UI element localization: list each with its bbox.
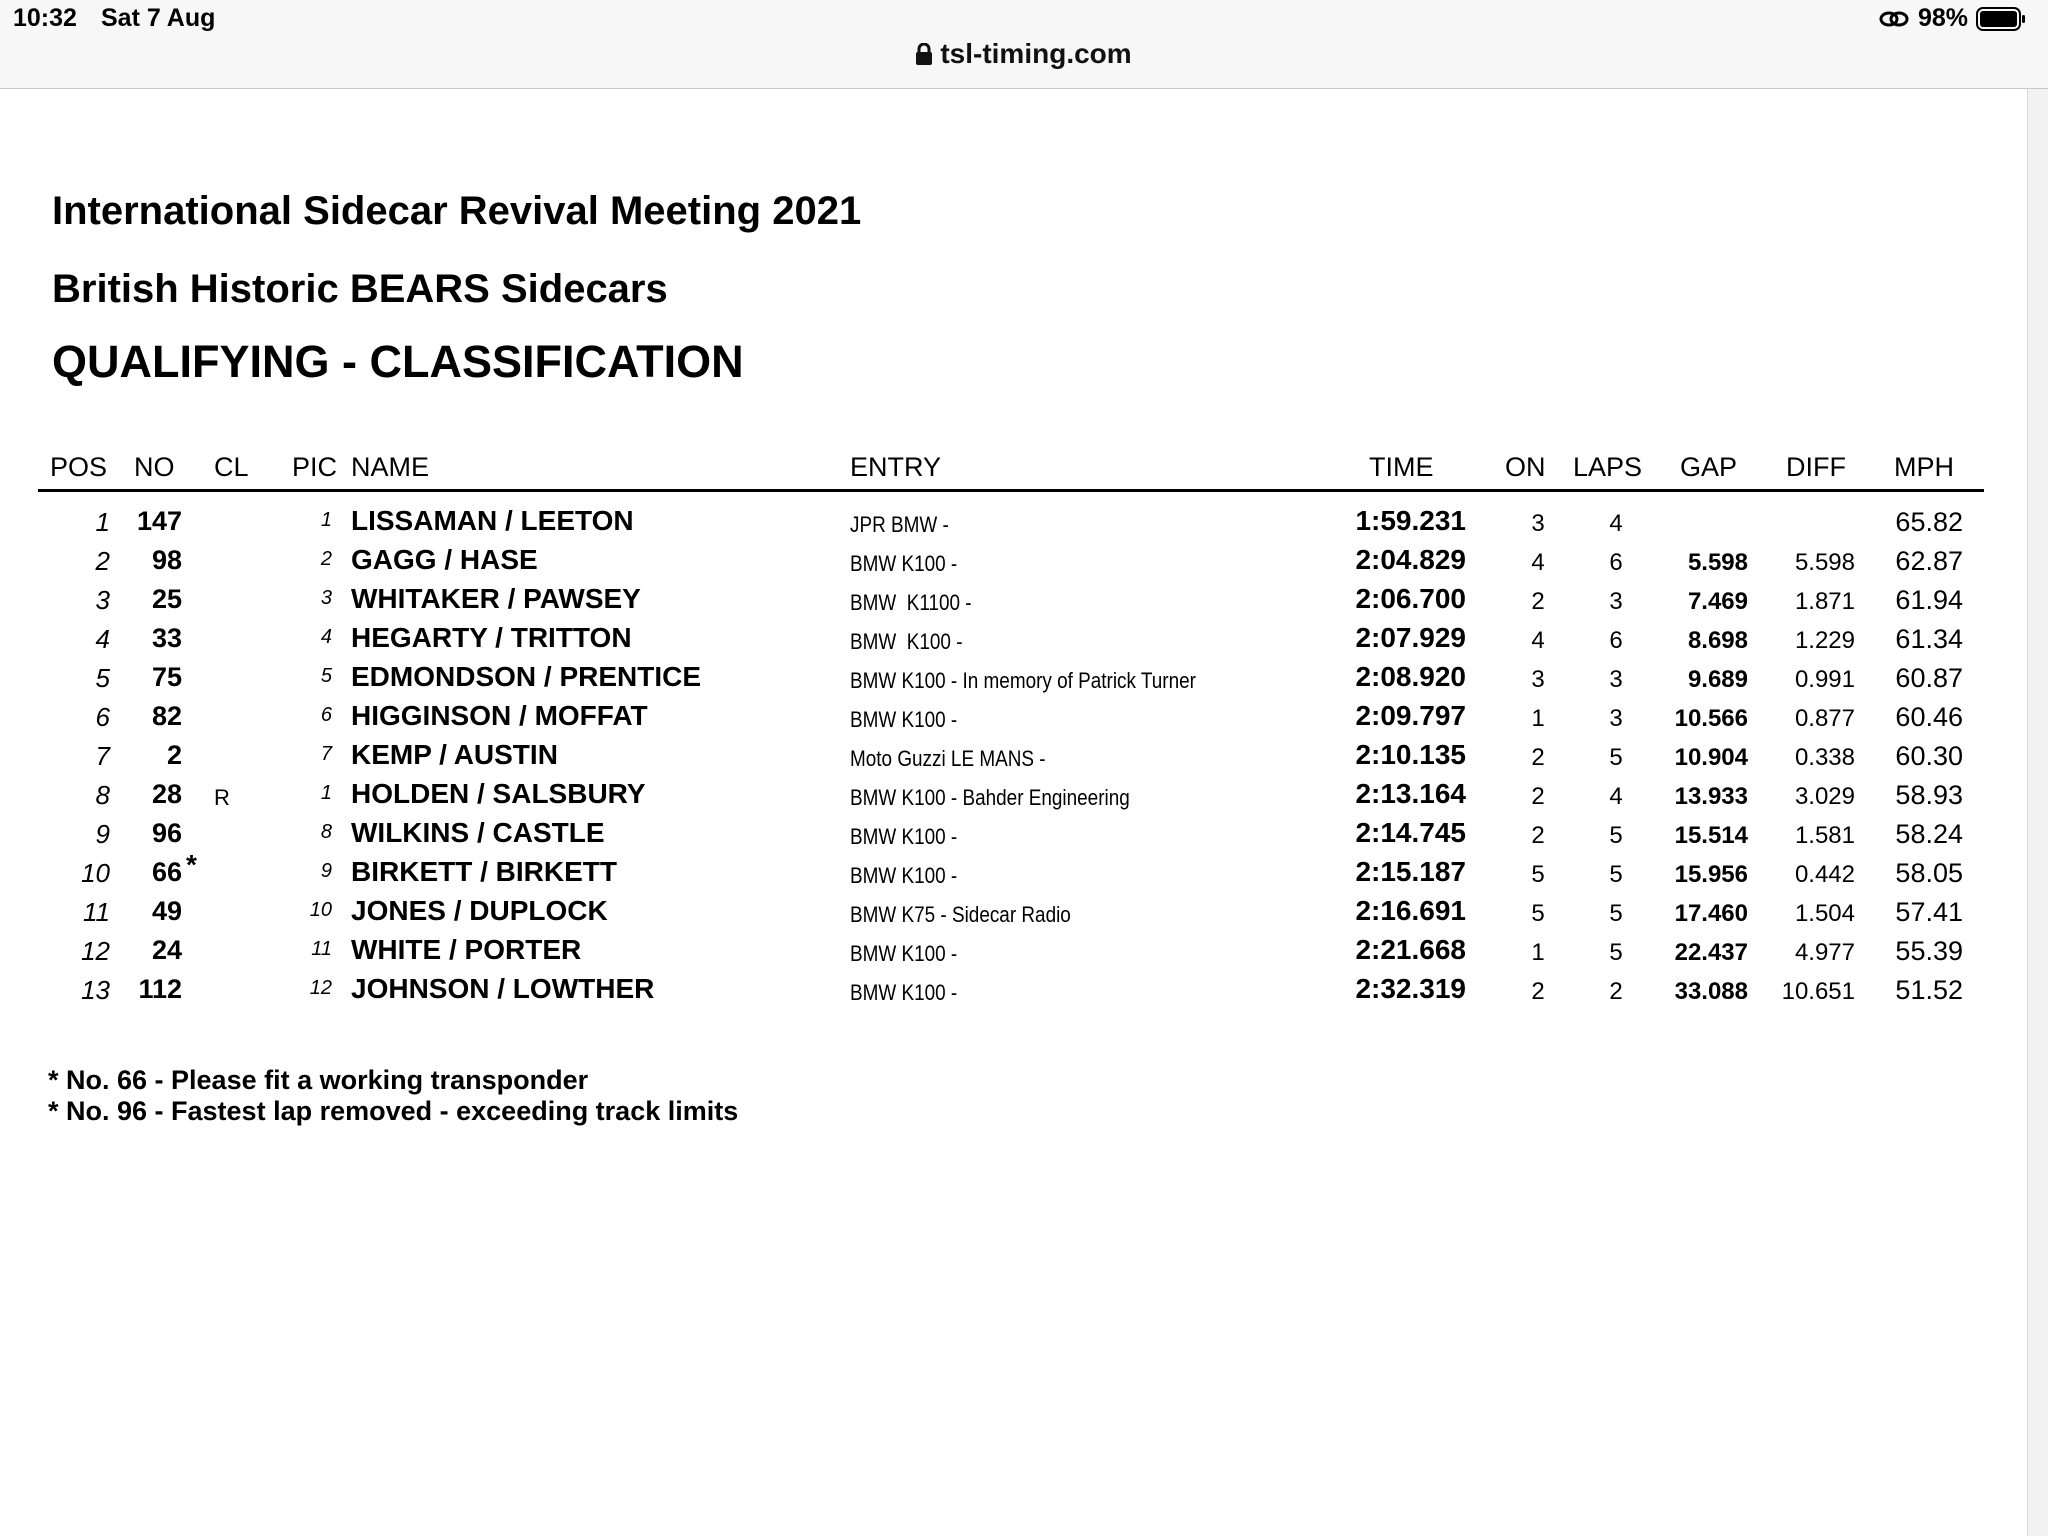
cell-laps: 6 xyxy=(1609,549,1623,576)
status-time: 10:32 xyxy=(13,4,77,32)
cell-name: GAGG / HASE xyxy=(351,544,538,575)
cell-time: 2:08.920 xyxy=(1355,661,1466,692)
address-bar[interactable] xyxy=(0,38,2048,70)
cell-no: 82 xyxy=(151,701,182,731)
cell-gap: 10.904 xyxy=(1674,744,1748,771)
cell-on: 3 xyxy=(1531,666,1545,693)
cell-gap: 8.698 xyxy=(1687,627,1748,654)
cell-laps: 3 xyxy=(1609,666,1623,693)
cell-laps: 3 xyxy=(1609,705,1623,732)
header-divider xyxy=(38,489,1984,492)
cell-diff: 0.991 xyxy=(1794,666,1855,693)
cell-mph: 61.94 xyxy=(1895,585,1963,615)
header-entry: ENTRY xyxy=(850,452,942,482)
cell-entry: Moto Guzzi LE MANS - xyxy=(850,746,1046,771)
cell-laps: 3 xyxy=(1609,588,1623,615)
cell-mph: 58.05 xyxy=(1895,858,1963,888)
cell-diff: 0.442 xyxy=(1794,861,1855,888)
cell-diff: 10.651 xyxy=(1781,978,1855,1005)
cell-diff: 1.871 xyxy=(1794,588,1855,615)
table-row xyxy=(0,621,2048,660)
cell-on: 2 xyxy=(1531,744,1545,771)
cell-time: 2:10.135 xyxy=(1355,739,1466,770)
status-bar xyxy=(0,0,2048,89)
cell-pos: 12 xyxy=(81,936,110,966)
cell-gap: 9.689 xyxy=(1687,666,1748,693)
cell-gap: 33.088 xyxy=(1674,978,1748,1005)
cell-laps: 5 xyxy=(1609,939,1623,966)
table-row xyxy=(0,894,2048,933)
cell-mph: 57.41 xyxy=(1895,897,1963,927)
cell-on: 2 xyxy=(1531,783,1545,810)
cell-name: WHITAKER / PAWSEY xyxy=(351,583,641,614)
cell-name: LISSAMAN / LEETON xyxy=(351,505,634,536)
cell-no: 66 xyxy=(151,857,182,887)
cell-pos: 4 xyxy=(95,624,110,654)
cell-time: 2:06.700 xyxy=(1355,583,1466,614)
cell-pic: 10 xyxy=(309,899,332,921)
cell-no: 33 xyxy=(151,623,182,653)
cell-pos: 5 xyxy=(95,663,110,693)
cell-pos: 3 xyxy=(95,585,110,615)
header-pic: PIC xyxy=(292,452,338,482)
cell-laps: 4 xyxy=(1609,783,1623,810)
footnote: * No. 96 - Fastest lap removed - exceeding track limits xyxy=(48,1096,739,1126)
cell-on: 2 xyxy=(1531,978,1545,1005)
cell-laps: 4 xyxy=(1609,510,1623,537)
cell-name: JONES / DUPLOCK xyxy=(351,895,608,926)
cell-time: 2:09.797 xyxy=(1355,700,1466,731)
cell-mph: 61.34 xyxy=(1895,624,1963,654)
cell-pic: 6 xyxy=(320,704,332,726)
cell-gap: 15.514 xyxy=(1674,822,1748,849)
cell-pic: 2 xyxy=(320,548,332,570)
cell-no: 2 xyxy=(166,740,182,770)
cell-on: 5 xyxy=(1531,861,1545,888)
cell-gap: 7.469 xyxy=(1687,588,1748,615)
header-pos: POS xyxy=(50,452,108,482)
cell-entry: BMW K75 - Sidecar Radio xyxy=(850,902,1071,927)
cell-on: 2 xyxy=(1531,588,1545,615)
cell-time: 2:04.829 xyxy=(1355,544,1466,575)
cell-pos: 10 xyxy=(81,858,110,888)
status-date: Sat 7 Aug xyxy=(101,4,216,32)
cell-diff: 0.338 xyxy=(1794,744,1855,771)
cell-diff: 0.877 xyxy=(1794,705,1855,732)
table-row xyxy=(0,972,2048,1011)
cell-diff: 1.229 xyxy=(1794,627,1855,654)
cell-mph: 51.52 xyxy=(1895,975,1963,1005)
cell-laps: 5 xyxy=(1609,744,1623,771)
cell-pos: 2 xyxy=(95,546,110,576)
cell-mph: 62.87 xyxy=(1895,546,1963,576)
cell-no: 28 xyxy=(151,779,182,809)
cell-on: 5 xyxy=(1531,900,1545,927)
cell-on: 4 xyxy=(1531,627,1545,654)
cell-entry: BMW K100 - xyxy=(850,824,958,849)
url-text: tsl-timing.com xyxy=(940,38,1132,69)
table-row xyxy=(0,933,2048,972)
cell-diff: 3.029 xyxy=(1794,783,1855,810)
cell-diff: 4.977 xyxy=(1794,939,1855,966)
cell-name: HEGARTY / TRITTON xyxy=(351,622,632,653)
cell-no: 75 xyxy=(151,662,182,692)
cell-name: HOLDEN / SALSBURY xyxy=(351,778,646,809)
cell-gap: 15.956 xyxy=(1674,861,1748,888)
cell-entry: BMW K100 - In memory of Patrick Turner xyxy=(850,668,1196,693)
cell-time: 2:32.319 xyxy=(1355,973,1466,1004)
cell-pos: 8 xyxy=(95,780,110,810)
cell-no: 24 xyxy=(151,935,182,965)
cell-mph: 58.93 xyxy=(1895,780,1963,810)
cell-time: 2:07.929 xyxy=(1355,622,1466,653)
cell-mph: 60.46 xyxy=(1895,702,1963,732)
cell-no: 96 xyxy=(151,818,182,848)
header-on: ON xyxy=(1505,452,1546,482)
cell-entry: BMW K100 - xyxy=(850,941,958,966)
table-row xyxy=(0,699,2048,738)
header-laps: LAPS xyxy=(1573,452,1643,482)
cell-entry: BMW K100 - xyxy=(850,707,958,732)
cell-time: 2:21.668 xyxy=(1355,934,1466,965)
cell-cl: R xyxy=(214,785,230,810)
table-row xyxy=(0,660,2048,699)
cell-pic: 11 xyxy=(311,938,332,960)
cell-pic: 8 xyxy=(320,821,332,843)
cell-name: WHITE / PORTER xyxy=(351,934,582,965)
link-icon xyxy=(1878,8,1910,30)
table-row xyxy=(0,738,2048,777)
cell-gap: 17.460 xyxy=(1674,900,1748,927)
cell-name: WILKINS / CASTLE xyxy=(351,817,605,848)
cell-no: 112 xyxy=(138,974,182,1004)
lock-icon xyxy=(916,40,932,62)
cell-pos: 13 xyxy=(81,975,110,1005)
cell-pic: 5 xyxy=(320,665,332,687)
cell-name: BIRKETT / BIRKETT xyxy=(351,856,617,887)
cell-entry: BMW K1100 - xyxy=(850,590,972,615)
status-indicators xyxy=(1878,4,2026,33)
table-row xyxy=(0,504,2048,543)
header-gap: GAP xyxy=(1680,452,1738,482)
cell-pos: 9 xyxy=(95,819,110,849)
cell-diff: 5.598 xyxy=(1794,549,1855,576)
footnote: * No. 66 - Please fit a working transponder xyxy=(48,1065,589,1095)
cell-on: 1 xyxy=(1531,705,1545,732)
cell-entry: BMW K100 - xyxy=(850,980,958,1005)
table-row xyxy=(0,582,2048,621)
cell-pos: 11 xyxy=(83,897,110,927)
cell-time: 2:15.187 xyxy=(1355,856,1466,887)
cell-mph: 60.87 xyxy=(1895,663,1963,693)
event-title: International Sidecar Revival Meeting 2021 xyxy=(52,189,862,233)
session-title: QUALIFYING - CLASSIFICATION xyxy=(52,336,744,387)
table-row xyxy=(0,816,2048,855)
cell-mph: 60.30 xyxy=(1895,741,1963,771)
cell-time: 2:16.691 xyxy=(1355,895,1466,926)
table-row xyxy=(0,777,2048,816)
cell-entry: BMW K100 - Bahder Engineering xyxy=(850,785,1130,810)
class-title: British Historic BEARS Sidecars xyxy=(52,267,668,311)
header-diff: DIFF xyxy=(1786,452,1846,482)
cell-pic: 3 xyxy=(320,587,332,609)
cell-mph: 58.24 xyxy=(1895,819,1963,849)
header-no: NO xyxy=(134,452,175,482)
cell-pos: 6 xyxy=(95,702,110,732)
header-cl: CL xyxy=(214,452,249,482)
cell-entry: BMW K100 - xyxy=(850,863,958,888)
cell-on: 2 xyxy=(1531,822,1545,849)
cell-on: 1 xyxy=(1531,939,1545,966)
cell-pic: 4 xyxy=(320,626,332,648)
cell-pos: 7 xyxy=(95,741,110,771)
header-name: NAME xyxy=(351,452,430,482)
cell-laps: 5 xyxy=(1609,861,1623,888)
cell-gap: 13.933 xyxy=(1674,783,1748,810)
cell-pic: 7 xyxy=(320,743,332,765)
cell-mph: 55.39 xyxy=(1895,936,1963,966)
header-mph: MPH xyxy=(1894,452,1954,482)
cell-name: KEMP / AUSTIN xyxy=(351,739,558,770)
cell-pic: 12 xyxy=(309,977,332,999)
cell-pos: 1 xyxy=(95,507,110,537)
battery-icon xyxy=(1976,7,2026,31)
header-time: TIME xyxy=(1369,452,1434,482)
note-marker: * xyxy=(186,849,197,880)
cell-name: JOHNSON / LOWTHER xyxy=(351,973,655,1004)
cell-time: 2:14.745 xyxy=(1355,817,1466,848)
cell-entry: JPR BMW - xyxy=(850,512,949,537)
cell-laps: 2 xyxy=(1609,978,1623,1005)
cell-gap: 22.437 xyxy=(1674,939,1748,966)
cell-diff: 1.504 xyxy=(1794,900,1855,927)
cell-pic: 9 xyxy=(320,860,332,882)
cell-no: 98 xyxy=(151,545,182,575)
cell-laps: 5 xyxy=(1609,900,1623,927)
cell-on: 4 xyxy=(1531,549,1545,576)
cell-pic: 1 xyxy=(320,782,332,804)
cell-mph: 65.82 xyxy=(1895,507,1963,537)
battery-percent: 98% xyxy=(1917,4,1968,32)
cell-gap: 10.566 xyxy=(1674,705,1748,732)
cell-name: EDMONDSON / PRENTICE xyxy=(351,661,702,692)
cell-entry: BMW K100 - xyxy=(850,629,963,654)
cell-time: 1:59.231 xyxy=(1355,505,1466,536)
cell-time: 2:13.164 xyxy=(1355,778,1466,809)
table-row xyxy=(0,849,2048,894)
cell-entry: BMW K100 - xyxy=(850,551,958,576)
cell-gap: 5.598 xyxy=(1687,549,1748,576)
cell-laps: 6 xyxy=(1609,627,1623,654)
cell-on: 3 xyxy=(1531,510,1545,537)
cell-no: 49 xyxy=(151,896,182,926)
cell-name: HIGGINSON / MOFFAT xyxy=(351,700,648,731)
table-row xyxy=(0,543,2048,582)
cell-laps: 5 xyxy=(1609,822,1623,849)
cell-no: 25 xyxy=(151,584,182,614)
cell-no: 147 xyxy=(136,506,182,536)
cell-pic: 1 xyxy=(320,509,332,531)
cell-diff: 1.581 xyxy=(1794,822,1855,849)
